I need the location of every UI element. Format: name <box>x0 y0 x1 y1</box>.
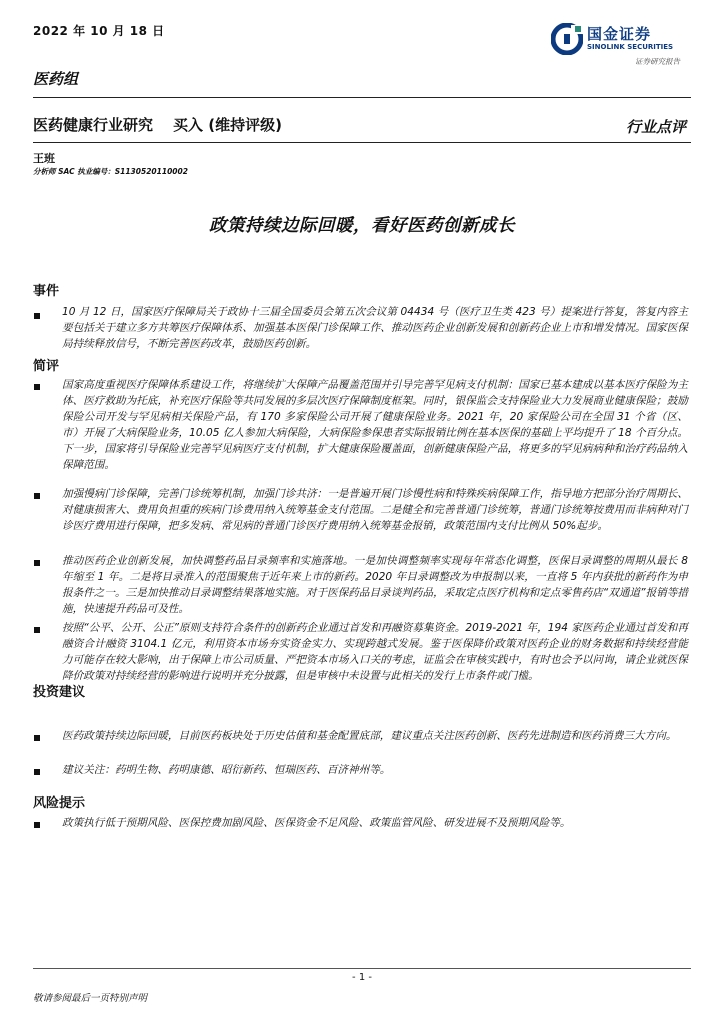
brand-name-cn: 国金证券 <box>587 25 652 43</box>
research-group: 医药组 <box>33 70 79 88</box>
report-title: 医药健康行业研究 <box>33 116 154 134</box>
advice-paragraph-2: 建议关注：药明生物、药明康德、昭衍新药、恒瑞医药、百济神州等。 <box>62 764 391 776</box>
risk-paragraph: 政策执行低于预期风险、医保控费加剧风险、医保资金不足风险、政策监管风险、研发进展不及预期风险等。 <box>62 817 571 829</box>
review-paragraph-2: 加强慢病门诊保障，完善门诊统筹机制，加强门诊共济：一是普遍开展门诊慢性病和特殊疾病保障工作，指导地方把部分治疗周期长、对健康损害大、费用负担重的疾病门诊费用纳入统筹基金支付范围。二是健全和完善普通门诊统筹，普通门诊统筹按费用而非病种对门诊医疗费用进行保障，把多发病、常见病的普通门诊医疗费用纳入统筹基金报销，政策范围内支付比例从 50%起步。 <box>62 488 688 532</box>
section-title-event: 事件 <box>33 284 60 299</box>
brand-subtitle: 证券研究报告 <box>635 57 680 66</box>
brand-name-en: SINOLINK SECURITIES <box>587 43 674 51</box>
bullet-icon <box>34 384 40 390</box>
disclaimer-note: 敬请参阅最后一页特别声明 <box>33 993 148 1004</box>
footer-divider <box>33 968 691 969</box>
report-date: 2022 年 10 月 18 日 <box>33 24 165 38</box>
bullet-icon <box>34 735 40 741</box>
bullet-icon <box>34 313 40 319</box>
headline: 政策持续边际回暖，看好医药创新成长 <box>209 216 515 236</box>
review-paragraph-3: 推动医药企业创新发展，加快调整药品目录频率和实施落地。一是加快调整频率实现每年常态化调整，医保目录调整的周期从最长 8 年缩至 1 年。二是将目录准入的范围聚焦于近年来上市的新药。2020 年目录调整改为申报制以来，一直将 5 年内获批的新药作为申报条件之一。三是加快推动目录调整结果落地实施。对于医保药品目录谈判药品，采取定点医疗机构和定点零售药店“双通道”报销等措施，快速提升药品可及性。 <box>62 555 688 615</box>
bullet-icon <box>34 769 40 775</box>
bullet-icon <box>34 627 40 633</box>
header-divider <box>33 97 691 98</box>
bullet-icon <box>34 493 40 499</box>
report-type: 行业点评 <box>625 118 686 136</box>
page-number: - 1 - <box>352 972 372 983</box>
rating: 买入 (维持评级) <box>173 116 282 134</box>
sinolink-logo-icon <box>551 23 583 55</box>
bullet-icon <box>34 560 40 566</box>
bullet-icon <box>34 822 40 828</box>
analyst-license: 分析师 SAC 执业编号：S1130520110002 <box>33 167 188 176</box>
title-divider <box>33 142 691 143</box>
event-paragraph: 10 月 12 日，国家医疗保障局关于政协十三届全国委员会第五次会议第 04434 号（医疗卫生类 423 号）提案进行答复，答复内容主要包括关于建立多方共筹医疗保障体系、加强基本医保门诊保障工作、推动医药企业创新发展和创新药企业上市和增发情况。国家医保局持续释放信号，不断完善医药改革，鼓励医药创新。 <box>62 306 688 350</box>
section-title-review: 简评 <box>33 359 60 374</box>
review-paragraph-1: 国家高度重视医疗保障体系建设工作，将继续扩大保障产品覆盖范围并引导完善罕见病支付机制：国家已基本建成以基本医疗保险为主体、医疗救助为托底，补充医疗保险等共同发展的多层次医疗保障制度框架。同时，银保监会支持保险业大力发展商业健康保险；鼓励保险公司开发与罕见病相关保险产品，有 170 多家保险公司开展了健康保险业务。2021 年，20 家保险公司在全国 31 个省（区、市）开展了大病保险业务，10.05 亿人参加大病保险，大病保险参保患者实际报销比例在基本医保的基础上平均提升了 18 个百分点。下一步，国家将引导保险业完善罕见病医疗支付机制，扩大健康保险覆盖面，创新健康保险产品，将更多的罕见病病种和治疗药品纳入保障范围。 <box>62 379 688 471</box>
section-title-risk: 风险提示 <box>33 796 86 811</box>
advice-paragraph-1: 医药政策持续边际回暖，目前医药板块处于历史估值和基金配置底部，建议重点关注医药创新、医药先进制造和医药消费三大方向。 <box>62 730 677 742</box>
brand-logo <box>551 23 691 68</box>
section-title-advice: 投资建议 <box>33 685 86 700</box>
review-paragraph-4: 按照“公平、公开、公正”原则支持符合条件的创新药企业通过首发和再融资募集资金。2019-2021 年，194 家医药企业通过首发和再融资合计融资 3104.1 亿元，利用资本市场夯实资金实力、实现跨越式发展。鉴于医保降价政策对医药企业的财务数据和持续经营能力可能存在较大影响，出于保障上市公司质量、严把资本市场入口关的考虑，证监会在审核实践中，有时也会予以问询，请企业就医保降价政策对持续经营的影响进行说明并充分披露，但是审核中未设置与此相关的发行上市条件或门槛。 <box>62 622 688 682</box>
report-title-bar <box>33 114 282 135</box>
analyst-name: 王班 <box>33 152 55 165</box>
